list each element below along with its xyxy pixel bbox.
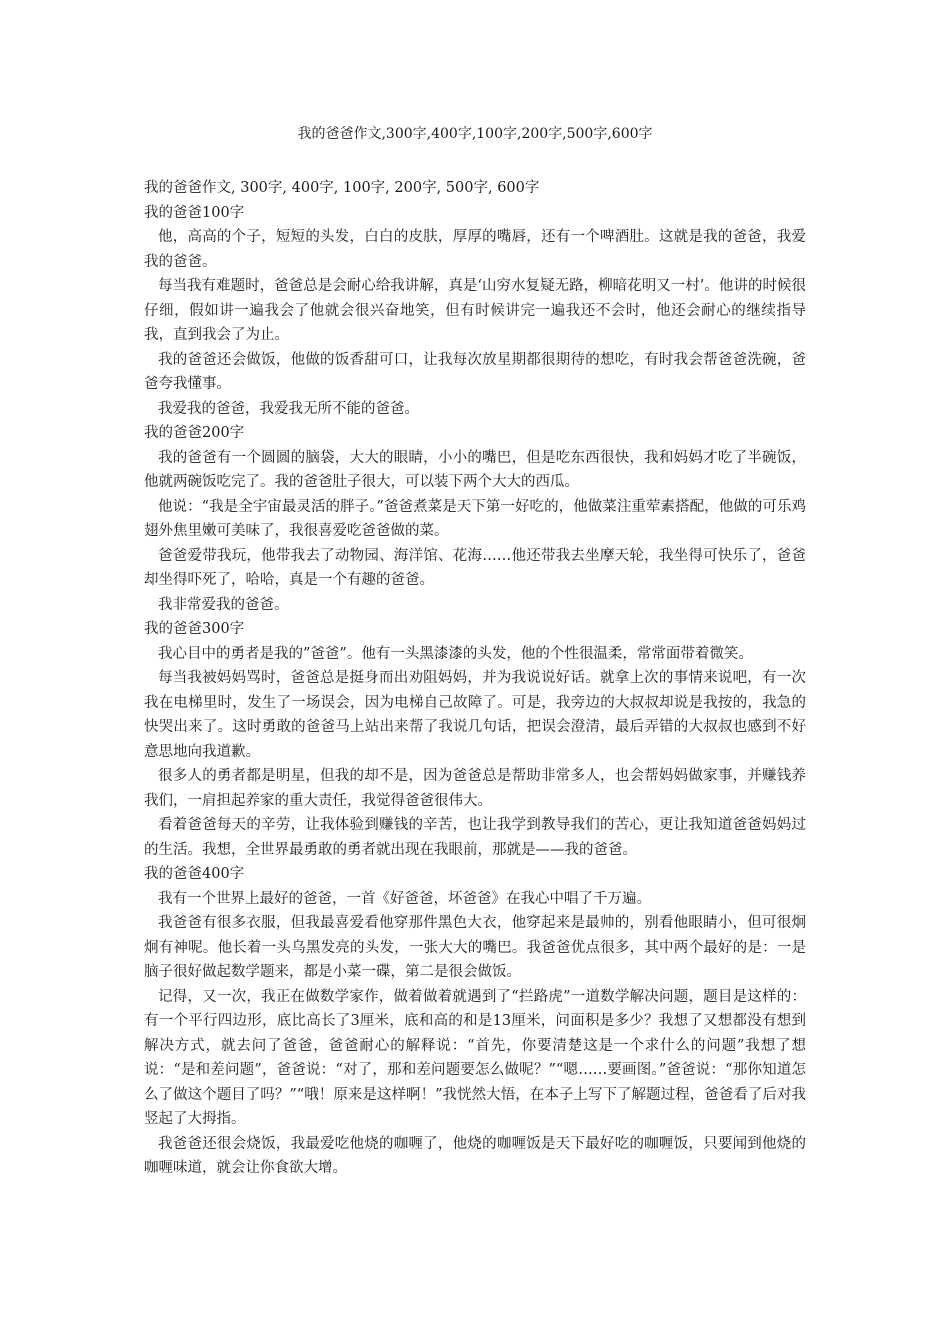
section-400 xyxy=(144,862,806,1181)
section-heading: 我的爸爸300字 xyxy=(144,621,245,637)
paragraph: 他说：“我是全宇宙最灵活的胖子。”爸爸煮菜是天下第一好吃的，他做菜注重荤素搭配，他做的可乐鸡翅外焦里嫩可美味了，我很喜爱吃爸爸做的菜。 xyxy=(144,498,806,539)
paragraph: 每当我有难题时，爸爸总是会耐心给我讲解，真是‘山穷水复疑无路，柳暗花明又一村’。他讲的时候很仔细，假如讲一遍我会了他就会很兴奋地笑，但有时候讲完一遍我还不会时，他还会耐心的继续指导我，直到我会了为止。 xyxy=(144,278,806,343)
document-subtitle: 我的爸爸作文, 300字, 400字, 100字, 200字, 500字, 600字 xyxy=(144,180,540,196)
section-heading: 我的爸爸200字 xyxy=(144,425,245,441)
paragraph: 我非常爱我的爸爸。 xyxy=(158,596,289,613)
paragraph: 很多人的勇者都是明星，但我的却不是，因为爸爸总是帮助非常多人，也会帮妈妈做家事，并赚钱养我们，一肩担起养家的重大责任，我觉得爸爸很伟大。 xyxy=(144,768,806,809)
paragraph: 我的爸爸有一个圆圆的脑袋，大大的眼睛，小小的嘴巴，但是吃东西很快，我和妈妈才吃了半碗饭，他就两碗饭吃完了。我的爸爸肚子很大，可以装下两个大大的西瓜。 xyxy=(144,449,806,490)
paragraph: 我爱我的爸爸，我爱我无所不能的爸爸。 xyxy=(158,400,419,417)
paragraph: 我爸爸有很多衣服，但我最喜爱看他穿那件黑色大衣，他穿起来是最帅的，别看他眼睛小，但可很炯炯有神呢。他长着一头乌黑发亮的头发，一张大大的嘴巴。我爸爸优点很多，其中两个最好的是：一是脑子很好做起数学题来，都是小菜一碟，第二是很会做饭。 xyxy=(144,915,806,980)
paragraph: 我心目中的勇者是我的”爸爸”。他有一头黑漆漆的头发，他的个性很温柔，常常面带着微笑。 xyxy=(158,645,753,662)
section-heading: 我的爸爸400字 xyxy=(144,866,245,882)
paragraph: 爸爸爱带我玩，他带我去了动物园、海洋馆、花海……他还带我去坐摩天轮，我坐得可快乐了，爸爸却坐得吓死了，哈哈，真是一个有趣的爸爸。 xyxy=(144,547,806,588)
section-300 xyxy=(144,617,806,862)
paragraph: 他，高高的个子，短短的头发，白白的皮肤，厚厚的嘴唇，还有一个啤酒肚。这就是我的爸爸，我爱我的爸爸。 xyxy=(144,229,806,270)
paragraph: 记得，又一次，我正在做数学家作，做着做着就遇到了“拦路虎”一道数学解决问题，题目是这样的：有一个平行四边形，底比高长了3厘米，底和高的和是13厘米，问面积是多少？我想了又想都没有想到解决方式，就去问了爸爸，爸爸耐心的解释说：“首先，你要清楚这是一个求什么的问题”我想了想说：“是和差问题”，爸爸说：“对了，那和差问题要怎么做呢？”“嗯……要画图。”爸爸说：“那你知道怎么了做这个题目了吗？”“哦！原来是这样啊！”我恍然大悟，在本子上写下了解题过程，爸爸看了后对我竖起了大拇指。 xyxy=(144,988,806,1127)
section-100 xyxy=(144,201,806,422)
document-body xyxy=(144,176,806,1181)
paragraph: 我爸爸还很会烧饭，我最爱吃他烧的咖喱了，他烧的咖喱饭是天下最好吃的咖喱饭，只要闻到他烧的咖喱味道，就会让你食欲大增。 xyxy=(144,1135,806,1176)
document-title: 我的爸爸作文,300字,400字,100字,200字,500字,600字 xyxy=(297,126,653,142)
paragraph: 我的爸爸还会做饭，他做的饭香甜可口，让我每次放星期都很期待的想吃，有时我会帮爸爸洗碗，爸爸夸我懂事。 xyxy=(144,351,806,392)
paragraph: 每当我被妈妈骂时，爸爸总是挺身而出劝阻妈妈，并为我说说好话。就拿上次的事情来说吧，有一次我在电梯里时，发生了一场误会，因为电梯自己故障了。可是，我旁边的大叔叔却说是我按的，我急的快哭出来了。这时勇敢的爸爸马上站出来帮了我说几句话，把误会澄清，最后弄错的大叔叔也感到不好意思地向我道歉。 xyxy=(144,670,806,760)
section-200 xyxy=(144,421,806,617)
paragraph: 看着爸爸每天的辛劳，让我体验到赚钱的辛苦，也让我学到教导我们的苦心，更让我知道爸爸妈妈过的生活。我想，全世界最勇敢的勇者就出现在我眼前，那就是——我的爸爸。 xyxy=(144,817,806,858)
section-heading: 我的爸爸100字 xyxy=(144,204,245,221)
paragraph: 我有一个世界上最好的爸爸，一首《好爸爸，坏爸爸》在我心中唱了千万遍。 xyxy=(158,890,651,907)
